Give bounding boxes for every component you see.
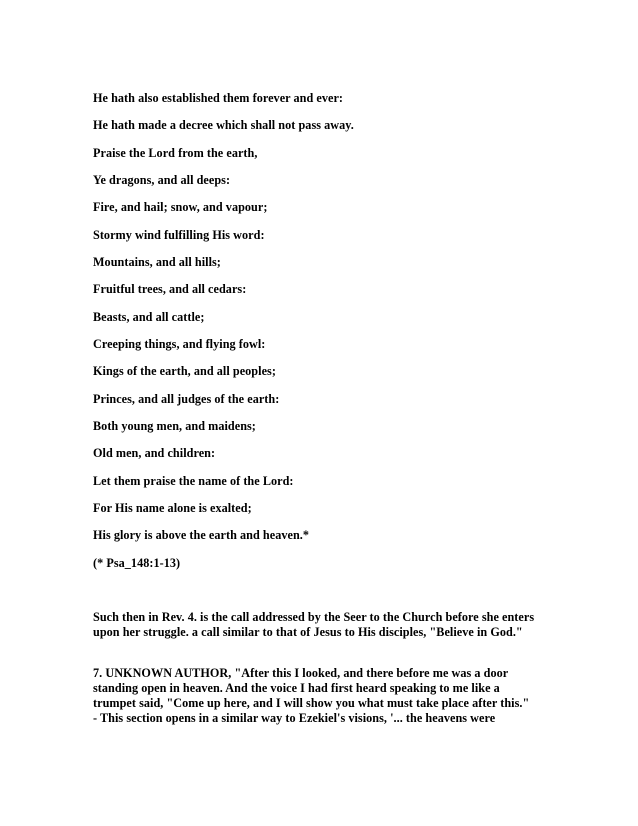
verse-line: Stormy wind fulfilling His word: bbox=[93, 228, 265, 242]
verse-line: Ye dragons, and all deeps: bbox=[93, 173, 231, 187]
verse-line: Old men, and children: bbox=[93, 446, 216, 460]
paragraph-line: standing open in heaven. And the voice I had first heard speaking to me like a bbox=[93, 681, 500, 695]
verse-line: He hath also established them forever and ever: bbox=[93, 91, 344, 105]
paragraph-line: upon her struggle. a call similar to that of Jesus to His disciples, "Believe in God." bbox=[93, 625, 523, 639]
verse-line: Fire, and hail; snow, and vapour; bbox=[93, 200, 268, 214]
verse-line: For His name alone is exalted; bbox=[93, 501, 252, 515]
verse-line: Mountains, and all hills; bbox=[93, 255, 221, 269]
paragraph-line: - This section opens in a similar way to Ezekiel's visions, '... the heavens were bbox=[93, 711, 496, 725]
verse-line: Fruitful trees, and all cedars: bbox=[93, 282, 247, 296]
verse-line: Beasts, and all cattle; bbox=[93, 310, 205, 324]
paragraph-line: Such then in Rev. 4. is the call addressed by the Seer to the Church before she enters bbox=[93, 610, 535, 624]
verse-line: Princes, and all judges of the earth: bbox=[93, 392, 280, 406]
verse-line: Both young men, and maidens; bbox=[93, 419, 256, 433]
paragraph-line: 7. UNKNOWN AUTHOR, "After this I looked, and there before me was a door bbox=[93, 666, 509, 680]
scripture-reference: (* Psa_148:1-13) bbox=[93, 556, 181, 570]
paragraph-line: trumpet said, "Come up here, and I will show you what must take place after this." bbox=[93, 696, 530, 710]
verse-line: Creeping things, and flying fowl: bbox=[93, 337, 266, 351]
verse-line: Let them praise the name of the Lord: bbox=[93, 474, 294, 488]
verse-line: Kings of the earth, and all peoples; bbox=[93, 364, 276, 378]
verse-line: He hath made a decree which shall not pass away. bbox=[93, 118, 354, 132]
commentary-paragraph bbox=[93, 666, 563, 726]
verse-line: Praise the Lord from the earth, bbox=[93, 146, 258, 160]
commentary-paragraph bbox=[93, 610, 563, 640]
verse-line: His glory is above the earth and heaven.* bbox=[93, 528, 310, 542]
